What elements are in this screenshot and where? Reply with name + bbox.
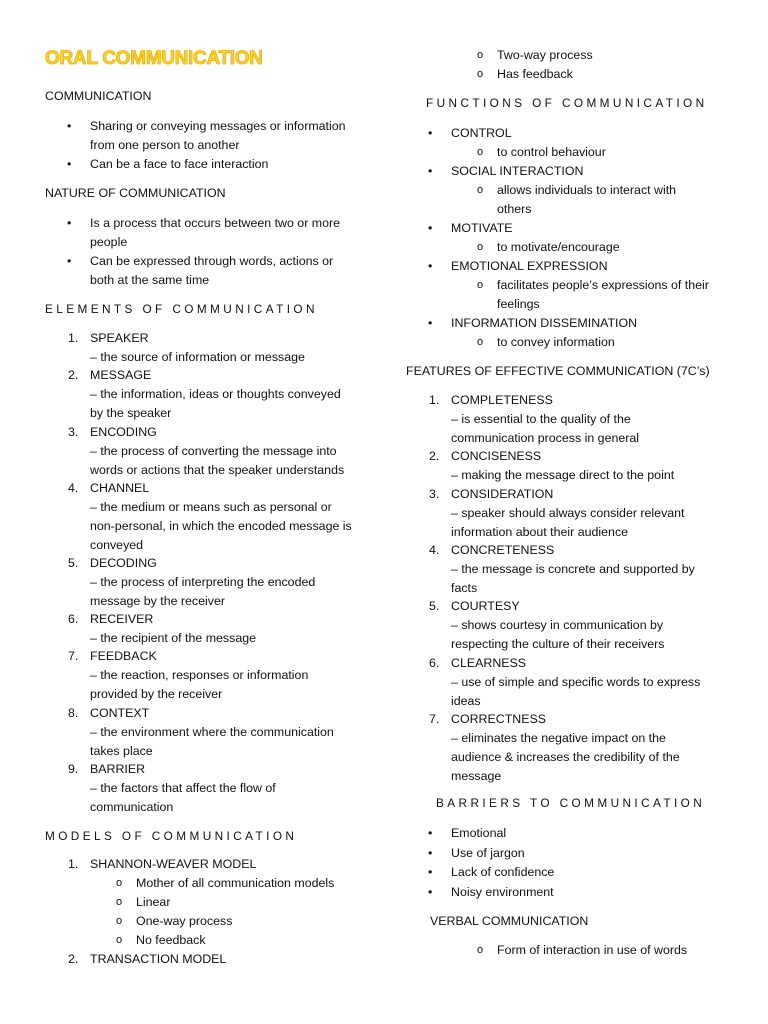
- function-description: o to control behaviour: [497, 143, 606, 161]
- element-name: MESSAGE: [90, 368, 152, 382]
- element-name: ENCODING: [90, 425, 157, 439]
- model-item: 2. TRANSACTION MODEL: [68, 952, 227, 966]
- section-heading: FEATURES OF EFFECTIVE COMMUNICATION (7C’s): [406, 364, 710, 378]
- item-number: 5.: [68, 556, 79, 570]
- feature-description: message: [451, 769, 502, 783]
- feature-name: COURTESY: [451, 599, 520, 613]
- bullet-item: • Lack of confidence: [451, 863, 554, 881]
- model-name: TRANSACTION MODEL: [90, 952, 227, 966]
- section-heading: FUNCTIONS OF COMMUNICATION: [426, 96, 708, 110]
- feature-item: [429, 541, 555, 559]
- item-number: 2.: [429, 449, 440, 463]
- bullet-item: • Is a process that occurs between two or more: [90, 214, 340, 232]
- sub-item: o No feedback: [136, 931, 206, 949]
- sub-item: o One-way process: [136, 912, 232, 930]
- function-description: others: [497, 202, 532, 216]
- feature-item: [429, 597, 520, 615]
- element-description: – the environment where the communication: [90, 725, 334, 739]
- item-number: 1.: [68, 331, 79, 345]
- feature-description: audience & increases the credibility of the: [451, 750, 680, 764]
- item-number: 4.: [429, 543, 440, 557]
- element-name: DECODING: [90, 556, 157, 570]
- element-description: conveyed: [90, 538, 144, 552]
- element-description: by the speaker: [90, 406, 172, 420]
- item-number: 6.: [68, 612, 79, 626]
- item-number: 8.: [68, 706, 79, 720]
- feature-description: information about their audience: [451, 525, 629, 539]
- item-number: 1.: [429, 393, 440, 407]
- item-number: 3.: [68, 425, 79, 439]
- element-description: non-personal, in which the encoded message is: [90, 519, 352, 533]
- feature-name: CONSIDERATION: [451, 487, 554, 501]
- feature-name: CONCISENESS: [451, 449, 542, 463]
- feature-description: respecting the culture of their receivers: [451, 637, 665, 651]
- item-number: 6.: [429, 656, 440, 670]
- sub-item: o Two-way process: [497, 46, 593, 64]
- feature-description: – the message is concrete and supported by: [451, 562, 695, 576]
- feature-name: COMPLETENESS: [451, 393, 553, 407]
- bullet-item: • Emotional: [451, 824, 506, 842]
- section-heading: MODELS OF COMMUNICATION: [45, 829, 298, 843]
- element-description: – the information, ideas or thoughts conveyed: [90, 387, 341, 401]
- function-item: • EMOTIONAL EXPRESSION: [451, 257, 608, 275]
- element-name: CHANNEL: [90, 481, 150, 495]
- feature-description: – use of simple and specific words to express: [451, 675, 701, 689]
- item-number: 2.: [68, 368, 79, 382]
- function-description: o facilitates people’s expressions of their: [497, 276, 709, 294]
- item-number: 9.: [68, 762, 79, 776]
- bullet-item: • Can be expressed through words, actions or: [90, 252, 333, 270]
- element-item: [68, 554, 157, 572]
- section-heading: ELEMENTS OF COMMUNICATION: [45, 302, 318, 316]
- element-name: BARRIER: [90, 762, 146, 776]
- feature-item: [429, 710, 547, 728]
- element-description: – the process of converting the message into: [90, 444, 337, 458]
- feature-name: CONCRETENESS: [451, 543, 555, 557]
- feature-item: [429, 447, 542, 465]
- function-description: feelings: [497, 297, 540, 311]
- feature-name: CORRECTNESS: [451, 712, 547, 726]
- section-heading: VERBAL COMMUNICATION: [430, 914, 589, 928]
- function-item: • SOCIAL INTERACTION: [451, 162, 583, 180]
- model-name: SHANNON-WEAVER MODEL: [90, 857, 257, 871]
- element-description: – the process of interpreting the encoded: [90, 575, 316, 589]
- feature-description: ideas: [451, 694, 481, 708]
- function-description: o allows individuals to interact with: [497, 181, 676, 199]
- element-item: [68, 329, 149, 347]
- bullet-item-cont: people: [90, 235, 128, 249]
- function-description: o to motivate/encourage: [497, 238, 620, 256]
- item-number: 5.: [429, 599, 440, 613]
- element-item: [68, 760, 146, 778]
- feature-name: CLEARNESS: [451, 656, 527, 670]
- function-item: • CONTROL: [451, 124, 512, 142]
- element-description: – the source of information or message: [90, 350, 305, 364]
- element-item: [68, 704, 150, 722]
- bullet-item: • Use of jargon: [451, 844, 525, 862]
- element-description: – the reaction, responses or information: [90, 668, 309, 682]
- item-number: 4.: [68, 481, 79, 495]
- bullet-item-cont: both at the same time: [90, 273, 210, 287]
- element-item: [68, 423, 157, 441]
- sub-item: o Form of interaction in use of words: [497, 941, 687, 959]
- model-item: 1. SHANNON-WEAVER MODEL: [68, 857, 257, 871]
- sub-item: o Linear: [136, 893, 170, 911]
- element-description: takes place: [90, 744, 153, 758]
- feature-description: – is essential to the quality of the: [451, 412, 631, 426]
- element-item: [68, 479, 150, 497]
- feature-item: [429, 485, 554, 503]
- bullet-item: • Noisy environment: [451, 883, 554, 901]
- element-item: [68, 366, 152, 384]
- item-number: 3.: [429, 487, 440, 501]
- function-item: • INFORMATION DISSEMINATION: [451, 314, 637, 332]
- sub-item: o Has feedback: [497, 65, 573, 83]
- element-name: SPEAKER: [90, 331, 149, 345]
- element-name: CONTEXT: [90, 706, 150, 720]
- element-item: [68, 610, 154, 628]
- element-description: message by the receiver: [90, 594, 225, 608]
- feature-description: communication process in general: [451, 431, 640, 445]
- element-description: communication: [90, 800, 174, 814]
- element-name: FEEDBACK: [90, 649, 157, 663]
- feature-description: – speaker should always consider relevant: [451, 506, 685, 520]
- bullet-item-cont: from one person to another: [90, 138, 240, 152]
- feature-description: – making the message direct to the point: [451, 468, 675, 482]
- bullet-item: • Can be a face to face interaction: [90, 155, 268, 173]
- element-description: – the factors that affect the flow of: [90, 781, 276, 795]
- section-heading: COMMUNICATION: [45, 89, 152, 103]
- element-description: – the medium or means such as personal or: [90, 500, 332, 514]
- feature-item: [429, 391, 553, 409]
- section-heading: BARRIERS TO COMMUNICATION: [436, 796, 706, 810]
- feature-item: [429, 654, 527, 672]
- function-item: • MOTIVATE: [451, 219, 513, 237]
- feature-description: facts: [451, 581, 478, 595]
- element-name: RECEIVER: [90, 612, 154, 626]
- function-description: o to convey information: [497, 333, 615, 351]
- bullet-item: • Sharing or conveying messages or information: [90, 117, 346, 135]
- item-number: 7.: [429, 712, 440, 726]
- feature-description: – eliminates the negative impact on the: [451, 731, 666, 745]
- section-heading: NATURE OF COMMUNICATION: [45, 186, 226, 200]
- element-item: [68, 647, 157, 665]
- page-title: ORAL COMMUNICATION: [45, 48, 263, 69]
- feature-description: – shows courtesy in communication by: [451, 618, 664, 632]
- element-description: – the recipient of the message: [90, 631, 256, 645]
- element-description: provided by the receiver: [90, 687, 223, 701]
- sub-item: o Mother of all communication models: [136, 874, 334, 892]
- item-number: 7.: [68, 649, 79, 663]
- element-description: words or actions that the speaker understands: [90, 463, 345, 477]
